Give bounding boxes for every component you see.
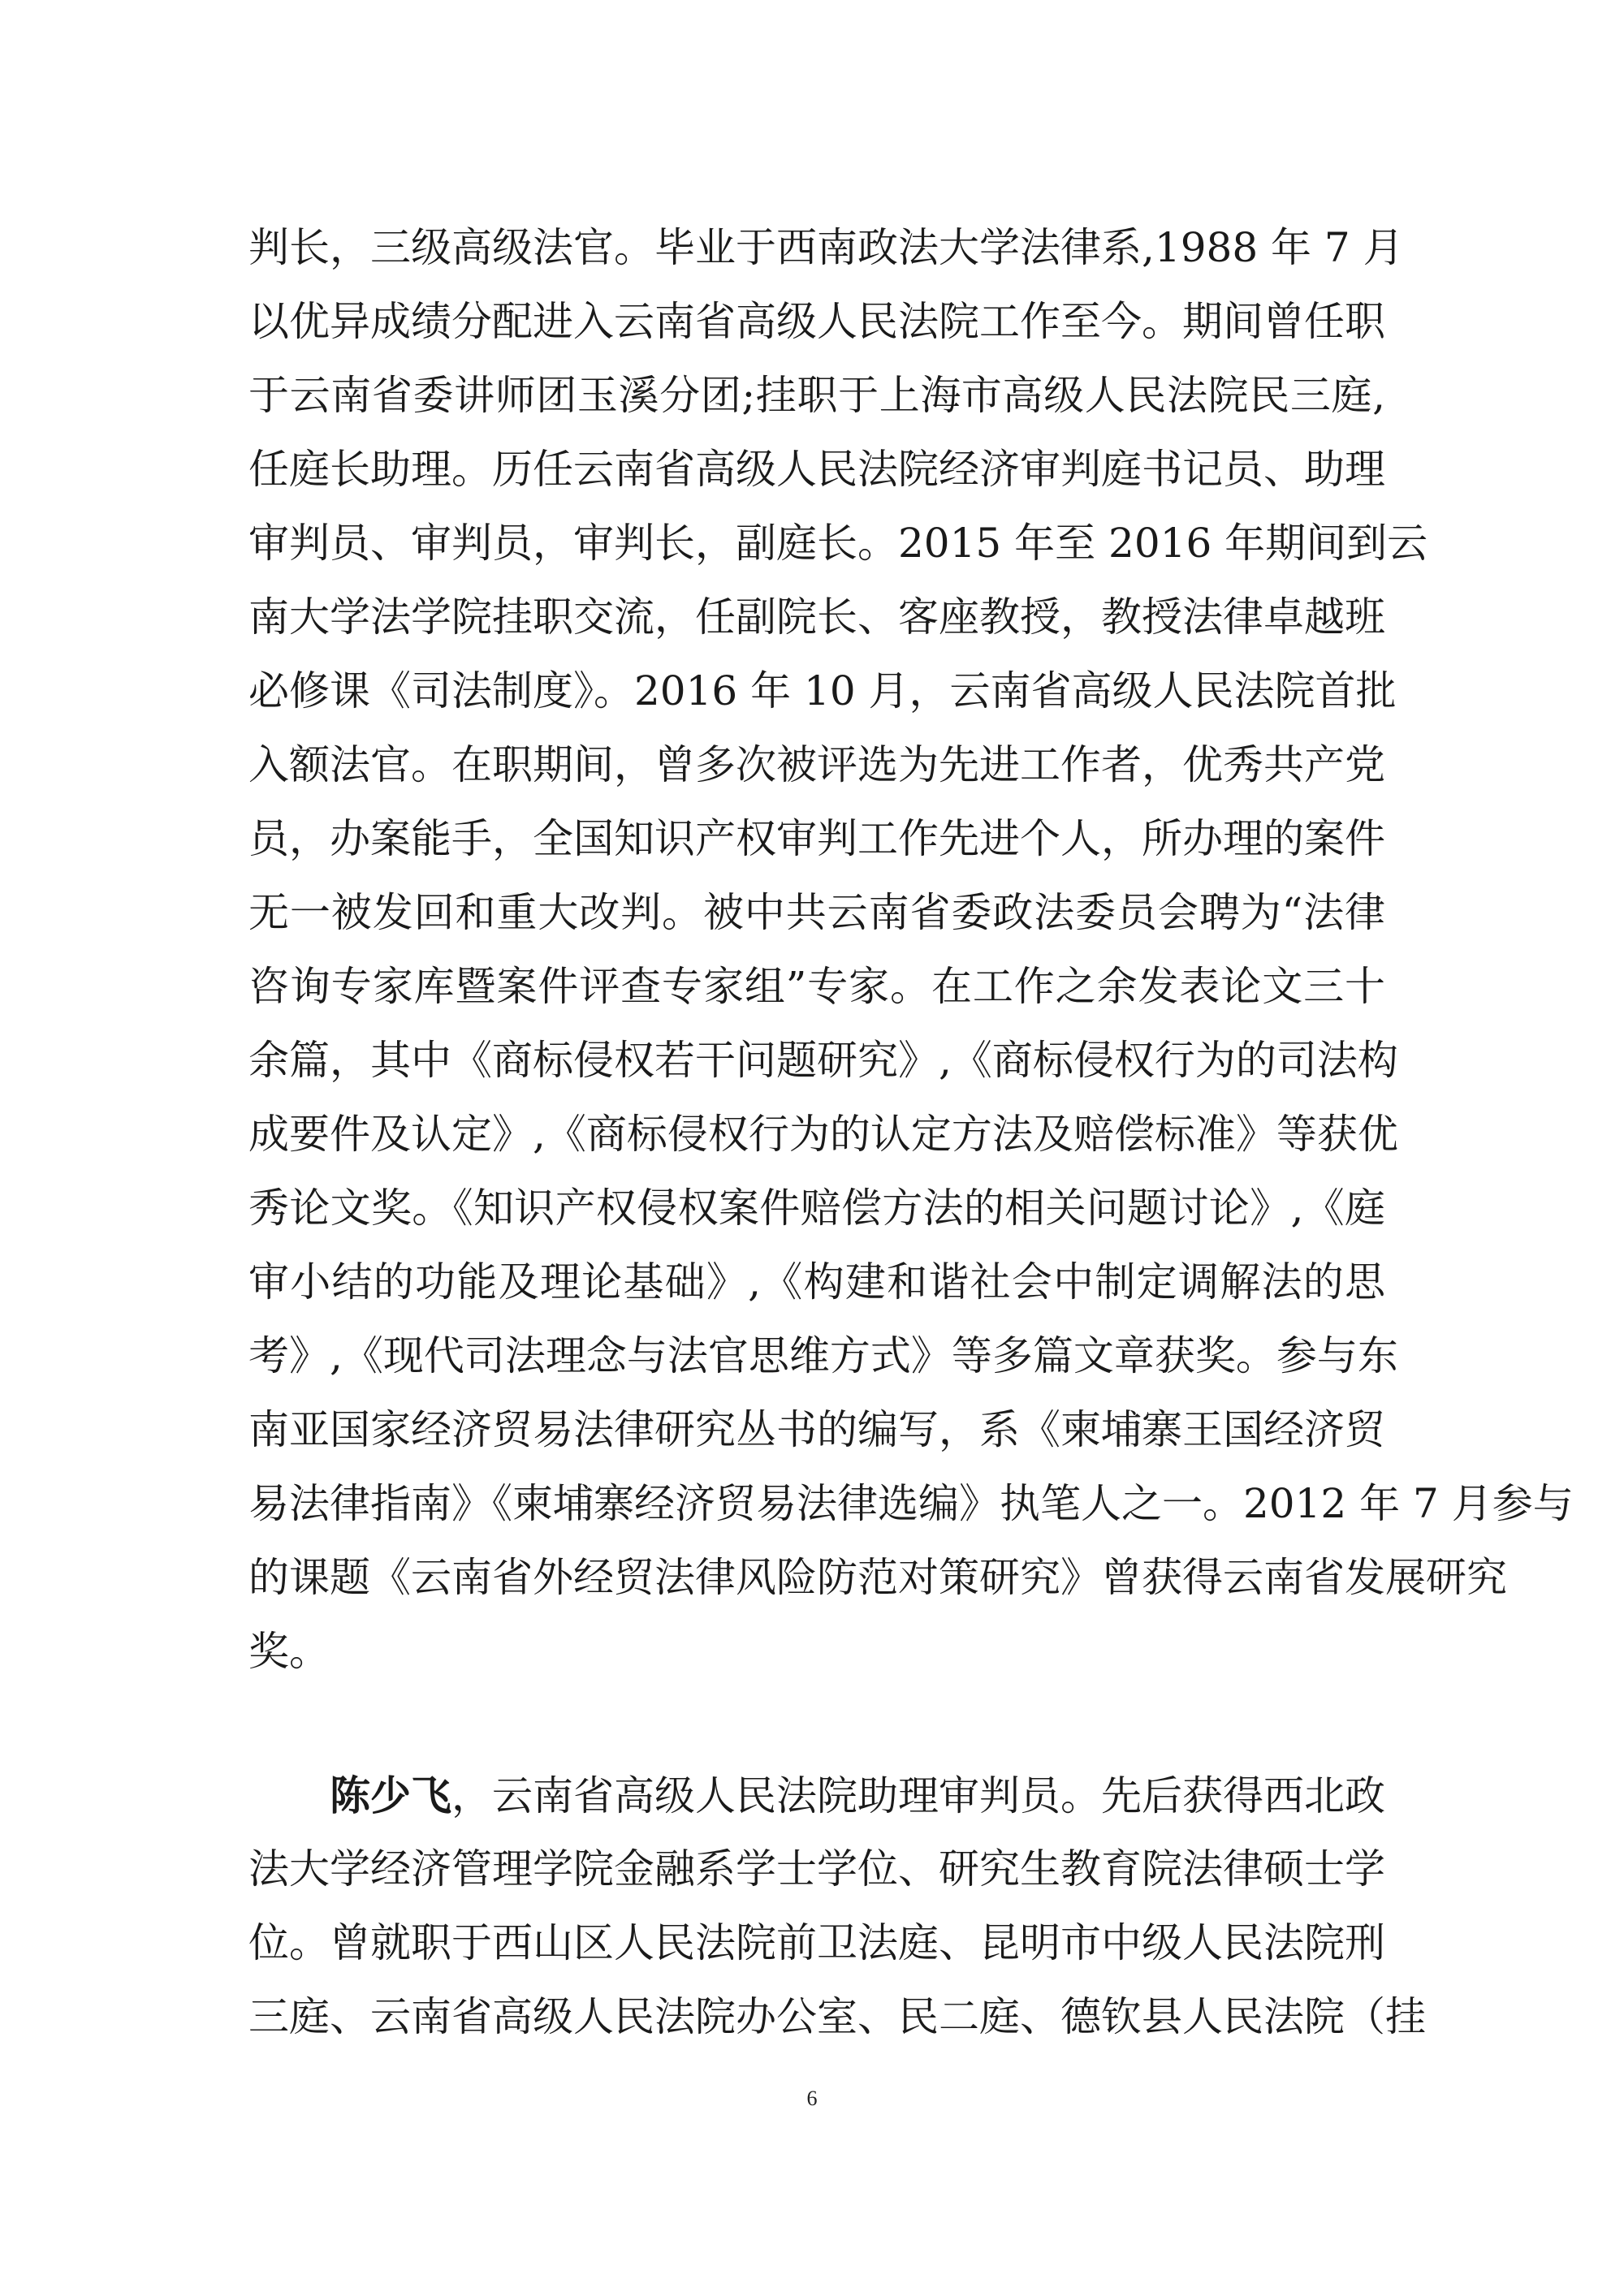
person-name: 陈少飞 [330,1772,451,1819]
paragraph-line: 员，办案能手，全国知识产权审判工作先进个人，所办理的案件 [248,815,1385,862]
paragraph-line: 以优异成绩分配进入云南省高级人民法院工作至今。期间曾任职 [248,298,1385,345]
paragraph-first-line [248,1759,1385,1832]
paragraph-line: 考》,《现代司法理念与法官思维方式》等多篇文章获奖。参与东 [248,1332,1398,1379]
paragraph-line: 奖。 [248,1628,330,1675]
paragraph-line: 入额法官。在职期间，曾多次被评选为先进工作者，优秀共产党 [248,741,1385,788]
paragraph-line: 成要件及认定》,《商标侵权行为的认定方法及赔偿标准》等获优 [248,1111,1398,1158]
paragraph-line: 无一被发回和重大改判。被中共云南省委政法委员会聘为“法律 [248,889,1385,936]
paragraph-line: 余篇，其中《商标侵权若干问题研究》,《商标侵权行为的司法构 [248,1037,1398,1084]
paragraph-line: 的课题《云南省外经贸法律风险防范对策研究》曾获得云南省发展研究 [248,1554,1507,1601]
paragraph-line: 判长，三级高级法官。毕业于西南政法大学法律系,1988 年 7 月 [248,224,1404,271]
paragraph-line: 审判员、审判员，审判长，副庭长。2015 年至 2016 年期间到云 [248,520,1428,567]
paragraph-line: 必修课《司法制度》。2016 年 10 月，云南省高级人民法院首批 [248,667,1397,714]
page-number: 6 [806,2087,818,2110]
paragraph-line-rest: ，云南省高级人民法院助理审判员。先后获得西北政 [451,1772,1385,1819]
paragraph-biography-1 [248,211,1574,1689]
paragraph-line: 位。曾就职于西山区人民法院前卫法庭、昆明市中级人民法院刑 [248,1919,1385,1966]
paragraph-line: 任庭长助理。历任云南省高级人民法院经济审判庭书记员、助理 [248,446,1385,493]
paragraph-biography-2 [248,1759,1426,2054]
paragraph-line: 咨询专家库暨案件评查专家组”专家。在工作之余发表论文三十 [248,963,1385,1010]
paragraph-line: 审小结的功能及理论基础》,《构建和谐社会中制定调解法的思 [248,1258,1385,1306]
paragraph-line: 南亚国家经济贸易法律研究丛书的编写，系《柬埔寨王国经济贸 [248,1406,1385,1453]
paragraph-line: 法大学经济管理学院金融系学士学位、研究生教育院法律硕士学 [248,1845,1385,1892]
paragraph-line: 于云南省委讲师团玉溪分团;挂职于上海市高级人民法院民三庭, [248,372,1385,419]
paragraph-line: 南大学法学院挂职交流，任副院长、客座教授，教授法律卓越班 [248,593,1385,641]
paragraph-line: 易法律指南》《柬埔寨经济贸易法律选编》执笔人之一。2012 年 7 月参与 [248,1480,1574,1527]
paragraph-line: 三庭、云南省高级人民法院办公室、民二庭、德钦县人民法院（挂 [248,1993,1426,2040]
paragraph-line: 秀论文奖。《知识产权侵权案件赔偿方法的相关问题讨论》,《庭 [248,1185,1385,1232]
